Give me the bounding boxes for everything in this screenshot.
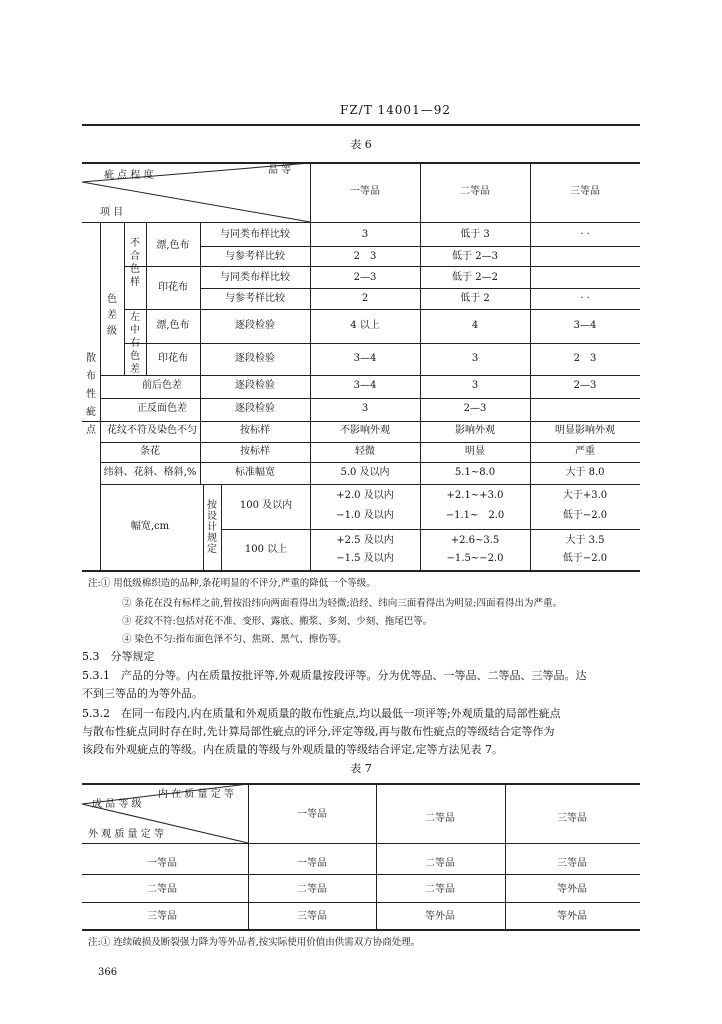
table7-note: 注:① 连续破损及断裂强力降为等外品者,按实际使用价值由供需双方协商处理。: [88, 937, 421, 948]
label-dyed-2: 漂,色布: [156, 320, 190, 331]
label-pattern-mismatch: 花纹不符及染色不匀: [107, 425, 197, 436]
method-cell: 与参考样比较: [225, 251, 285, 262]
grade1-cell: 5.0 及以内: [340, 467, 390, 478]
table6-note-2: ② 条花在没有标样之前,暂按沿纬向两面看得出为轻微;沿经、纬向三面看得出为明显;四面看得出为严重。: [122, 598, 562, 609]
grade3-cell: 明显影响外观: [555, 425, 615, 436]
label-printed-2: 印花布: [158, 353, 188, 364]
col-line: [203, 484, 204, 570]
grade2-cell: 3: [471, 353, 479, 364]
table6-note-4: ④ 染色不匀:指布面色泽不匀、焦斑、黑气、擦伤等。: [122, 634, 347, 645]
grade1-cell: −1.5 及以内: [336, 553, 394, 564]
col-line: [376, 783, 377, 929]
width-range-cell: 100 以上: [244, 544, 288, 555]
label-front-back: 前后色差: [142, 380, 182, 391]
label-width: 幅宽,cm: [130, 521, 170, 532]
table7-cell: 二等品: [425, 858, 455, 869]
row-line: [100, 375, 640, 376]
label-design-spec: 按设计规定: [207, 500, 217, 555]
row-line: [100, 398, 640, 399]
table6-corner-grade: 品 等: [268, 165, 292, 176]
table6-corner-severity: 疵 点 程 度: [104, 170, 154, 181]
col-line: [200, 421, 201, 484]
table7-bottom-rule: [82, 929, 640, 931]
table7-corner-grade: 成 品 等 级: [92, 799, 142, 810]
grade1-cell: 2—3: [353, 272, 377, 283]
method-cell: 与同类布样比较: [220, 272, 290, 283]
label-skew: 纬斜、花斜、格斜,%: [103, 467, 197, 478]
grade2-cell: 2—3: [463, 403, 487, 414]
grade-header-3: 三等品: [570, 186, 600, 197]
table7-cell: 二等品: [297, 884, 327, 895]
grade-header-2: 二等品: [460, 186, 490, 197]
grade1-cell: 3: [361, 229, 369, 240]
page-number: 366: [98, 967, 118, 978]
grade3-cell: · ·: [580, 229, 590, 240]
grade3-cell: 2—3: [573, 380, 597, 391]
method-cell: 按标样: [240, 446, 270, 457]
method-cell: 按标样: [240, 425, 270, 436]
grade2-cell: 明显: [465, 446, 485, 457]
label-streak: 条花: [140, 446, 160, 457]
table7-cell: 等外品: [557, 884, 587, 895]
grade2-cell: 低于 2: [460, 293, 490, 304]
table6-note-3: ③ 花纹不符:包括对花不准、变形、露底、搬浆、多刻、少刻、拖尾巴等。: [122, 616, 433, 627]
grade3-cell: 3—4: [573, 320, 597, 331]
grade1-cell: 轻微: [355, 446, 375, 457]
label-scatter-defects: 散布性疵点: [86, 353, 96, 436]
method-cell: 与参考样比较: [225, 293, 285, 304]
table7-cell: 等外品: [557, 911, 587, 922]
col-line: [124, 222, 125, 375]
table7-cell: 等外品: [425, 911, 455, 922]
grade1-cell: 3—4: [353, 353, 377, 364]
label-printed-1: 印花布: [158, 282, 188, 293]
row-line: [82, 874, 640, 875]
label-left-right-diff: 左中右色差: [130, 312, 140, 375]
grade3-cell: · ·: [580, 293, 590, 304]
table7-row-label: 一等品: [147, 858, 177, 869]
table7-header-rule: [82, 843, 640, 844]
row-line: [124, 343, 640, 344]
table7-cell: 三等品: [557, 858, 587, 869]
method-cell: 与同类布样比较: [220, 229, 290, 240]
paragraph-5-3-2-line1: 5.3.2 在同一布段内,内在质量和外观质量的散布性疵点,均以最低一项评等;外观质量的局部性疵点: [82, 707, 561, 720]
table7-col-header-1: 一等品: [297, 809, 327, 820]
grade3-cell: 大于+3.0: [562, 490, 608, 501]
col-line: [310, 162, 311, 570]
col-line: [420, 162, 421, 570]
grade2-cell: −1.5~−2.0: [446, 553, 504, 564]
col-line: [505, 783, 506, 929]
grade3-cell: 低于−2.0: [562, 553, 608, 564]
table7-caption: 表 7: [350, 762, 372, 775]
grade1-cell: 2: [361, 293, 369, 304]
grade2-cell: 4: [471, 320, 479, 331]
grade3-cell: 大于 8.0: [565, 467, 605, 478]
table7-row-label: 二等品: [147, 884, 177, 895]
grade1-cell: 4 以上: [350, 320, 380, 331]
col-line: [146, 309, 147, 375]
col-line: [221, 484, 222, 570]
grade2-cell: 低于 2—3: [452, 251, 498, 262]
col-line: [146, 222, 147, 309]
table6-bottom-rule: [82, 570, 640, 572]
table6-corner-item: 项 目: [100, 207, 124, 218]
paragraph-5-3-1-line2: 不到三等品的为等外品。: [82, 687, 203, 700]
row-line: [82, 421, 640, 422]
table7-row-label: 三等品: [147, 911, 177, 922]
grade1-cell: 3: [361, 403, 369, 414]
label-face-back: 正反面色差: [137, 403, 187, 414]
table7-corner-internal: 内 在 质 量 定 等: [158, 789, 234, 800]
grade2-cell: +2.1~+3.0: [446, 490, 504, 501]
row-line: [124, 266, 640, 267]
grade1-cell: 3—4: [353, 380, 377, 391]
label-unmatched-sample: 不合色样: [130, 238, 140, 288]
col-line: [530, 162, 531, 570]
method-cell: 逐段检验: [235, 353, 275, 364]
table7-col-header-2: 二等品: [425, 813, 455, 824]
method-cell: 逐段检验: [235, 403, 275, 414]
method-cell: 标准幅宽: [235, 467, 275, 478]
grade3-cell: 低于−2.0: [562, 510, 608, 521]
grade2-cell: +2.6~3.5: [450, 535, 500, 546]
grade3-cell: 大于 3.5: [565, 535, 605, 546]
row-line: [100, 462, 640, 463]
col-line: [100, 222, 101, 570]
label-color-grade: 色差级: [107, 294, 117, 337]
method-cell: 逐段检验: [235, 320, 275, 331]
table7-cell: 三等品: [297, 911, 327, 922]
grade2-cell: 低于 3: [460, 229, 490, 240]
table6-note-1: 注:① 用低级棉织造的品种,条花明显的不评分,严重的降低一个等级。: [88, 578, 376, 589]
paragraph-5-3-2-line2: 与散布性疵点同时存在时,先计算局部性疵点的评分,评定等级,再与散布性疵点的等级结合定等作为: [82, 725, 555, 738]
grade2-cell: 影响外观: [455, 425, 495, 436]
row-line: [100, 442, 640, 443]
table7-col-header-3: 三等品: [557, 813, 587, 824]
grade1-cell: +2.0 及以内: [336, 490, 394, 501]
grade1-cell: −1.0 及以内: [336, 510, 394, 521]
grade-header-1: 一等品: [350, 186, 380, 197]
grade3-cell: 2 3: [573, 353, 597, 364]
row-line: [100, 484, 640, 485]
grade1-cell: 不影响外观: [340, 425, 390, 436]
grade2-cell: 5.1~8.0: [454, 467, 496, 478]
table6-caption: 表 6: [350, 138, 372, 151]
row-line: [221, 529, 640, 530]
row-line: [124, 309, 640, 310]
row-line: [82, 902, 640, 903]
table7-cell: 一等品: [297, 858, 327, 869]
width-range-cell: 100 及以内: [239, 500, 293, 511]
grade2-cell: −1.1~ 2.0: [445, 510, 505, 521]
table6-top-rule: [82, 162, 640, 164]
paragraph-5-3-1-line1: 5.3.1 产品的分等。内在质量按批评等,外观质量按段评等。分为优等品、一等品、二等品、三等品。达: [82, 669, 587, 682]
grade1-cell: 2 3: [353, 251, 377, 262]
table7-top-rule: [82, 783, 640, 785]
grade3-cell: 严重: [575, 446, 595, 457]
paragraph-5-3-2-line3: 该段布外观疵点的等级。内在质量的等级与外观质量的等级结合评定,定等方法见表 7。: [82, 743, 503, 756]
grade2-cell: 低于 2—2: [452, 272, 498, 283]
section-heading: 5.3 分等规定: [82, 650, 155, 663]
col-line: [200, 222, 201, 398]
standard-code: FZ/T 14001—92: [340, 103, 451, 117]
table7-corner-appearance: 外 观 质 量 定 等: [88, 829, 164, 840]
grade2-cell: 3: [471, 380, 479, 391]
table6-header-rule: [82, 222, 640, 223]
method-cell: 逐段检验: [235, 380, 275, 391]
table7-cell: 二等品: [425, 884, 455, 895]
col-line: [200, 398, 201, 421]
col-line: [248, 783, 249, 929]
label-dyed-1: 漂,色布: [156, 240, 190, 251]
grade1-cell: +2.5 及以内: [336, 535, 394, 546]
